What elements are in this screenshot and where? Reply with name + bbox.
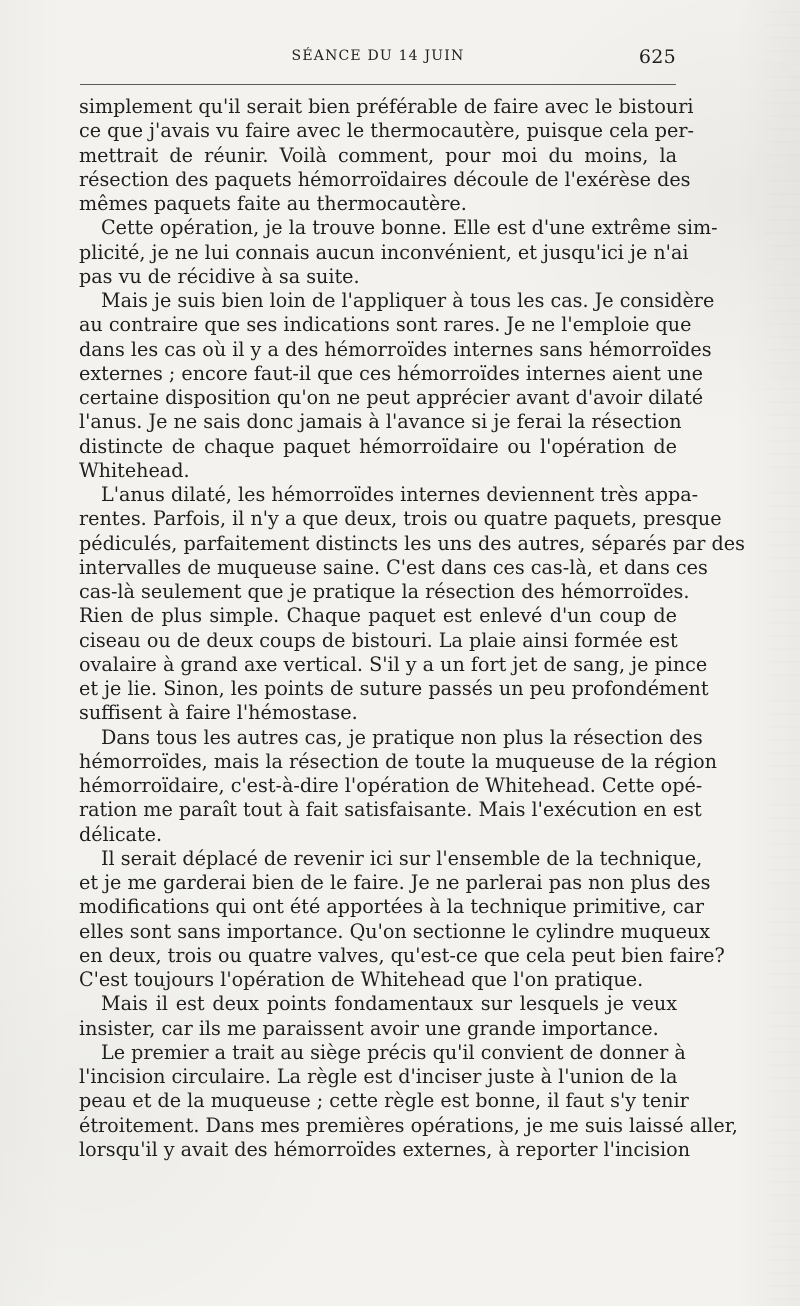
- text-line: et je me garderai bien de le faire. Je ne parlerai pas non plus des: [79, 871, 711, 894]
- text-line: l'anus. Je ne sais donc jamais à l'avance si je ferai la résection: [79, 410, 682, 434]
- text-line: elles sont sans importance. Qu'on sectionne le cylindre muqueux: [79, 919, 711, 943]
- text-line: hémorroïdaire, c'est-à-dire l'opération de Whitehead. Cette opé-: [79, 774, 703, 797]
- text-line: Dans tous les autres cas, je pratique non plus la résection des: [101, 725, 703, 749]
- text-line: peau et de la muqueuse ; cette règle est bonne, il faut s'y tenir: [79, 1089, 689, 1113]
- text-line: distincte de chaque paquet hémorroïdaire ou l'opération de: [79, 434, 677, 458]
- text-line: Mais il est deux points fondamentaux sur lesquels je veux: [101, 992, 677, 1016]
- text-line: ce que j'avais vu faire avec le thermocautère, puisque cela per-: [79, 119, 694, 143]
- page-header: [80, 48, 676, 74]
- text-line: délicate.: [79, 822, 163, 846]
- text-line: dans les cas où il y a des hémorroïdes internes sans hémorroïdes: [79, 337, 712, 361]
- text-line: en deux, trois ou quatre valves, qu'est-ce que cela peut bien faire?: [79, 943, 725, 967]
- text-line: modifications qui ont été apportées à la technique primitive, car: [79, 895, 705, 919]
- header-rule: [80, 84, 676, 85]
- text-line: plicité, je ne lui connais aucun inconvénient, et jusqu'ici je n'ai: [79, 240, 689, 264]
- page-number: 625: [638, 46, 676, 68]
- text-line: ciseau ou de deux coups de bistouri. La plaie ainsi formée est: [79, 628, 678, 652]
- text-line: intervalles de muqueuse saine. C'est dans ces cas-là, et dans ces: [79, 555, 708, 579]
- page-edge-shadow: [764, 0, 800, 1306]
- text-line: Il serait déplacé de revenir ici sur l'ensemble de la technique,: [101, 846, 703, 870]
- text-line: résection des paquets hémorroïdaires découle de l'exérèse des: [79, 167, 691, 191]
- text-line: insister, car ils me paraissent avoir une grande importance.: [79, 1016, 659, 1040]
- text-line: mêmes paquets faite au thermocautère.: [79, 192, 467, 215]
- text-line: externes ; encore faut-il que ces hémorroïdes internes aient une: [79, 361, 703, 385]
- text-line: étroitement. Dans mes premières opérations, je me suis laissé aller,: [79, 1113, 738, 1137]
- text-line: Rien de plus simple. Chaque paquet est enlevé d'un coup de: [79, 604, 677, 628]
- text-line: et je lie. Sinon, les points de suture passés un peu profondément: [79, 677, 709, 700]
- text-line: l'incision circulaire. La règle est d'inciser juste à l'union de la: [79, 1065, 678, 1088]
- text-line: ration me paraît tout à fait satisfaisante. Mais l'exécution en est: [79, 798, 702, 822]
- text-line: ovalaire à grand axe vertical. S'il y a un fort jet de sang, je pince: [79, 652, 708, 676]
- running-title: SÉANCE DU 14 JUIN: [291, 48, 465, 64]
- text-line: hémorroïdes, mais la résection de toute la muqueuse de la région: [79, 749, 718, 773]
- text-line: Le premier a trait au siège précis qu'il convient de donner à: [101, 1040, 686, 1064]
- text-line: Mais je suis bien loin de l'appliquer à tous les cas. Je considère: [101, 289, 715, 312]
- text-line: Whitehead.: [79, 458, 190, 482]
- text-line: L'anus dilaté, les hémorroïdes internes deviennent très appa-: [101, 483, 699, 506]
- text-line: C'est toujours l'opération de Whitehead que l'on pratique.: [79, 968, 644, 991]
- text-line: certaine disposition qu'on ne peut apprécier avant d'avoir dilaté: [79, 386, 704, 409]
- text-line: rentes. Parfois, il n'y a que deux, trois ou quatre paquets, presque: [79, 507, 722, 531]
- text-line: pédiculés, parfaitement distincts les uns des autres, séparés par des: [79, 531, 745, 555]
- text-line: Cette opération, je la trouve bonne. Elle est d'une extrême sim-: [101, 216, 718, 240]
- text-line: suffisent à faire l'hémostase.: [79, 701, 358, 725]
- text-line: cas-là seulement que je pratique la résection des hémorroïdes.: [79, 580, 690, 603]
- text-line: simplement qu'il serait bien préférable de faire avec le bistouri: [79, 95, 694, 118]
- text-line: au contraire que ses indications sont rares. Je ne l'emploie que: [79, 313, 692, 337]
- main-text: [79, 95, 745, 1162]
- text-line: pas vu de récidive à sa suite.: [79, 264, 360, 288]
- text-line: lorsqu'il y avait des hémorroïdes externes, à reporter l'incision: [79, 1137, 691, 1161]
- text-line: mettrait de réunir. Voilà comment, pour moi du moins, la: [79, 143, 677, 167]
